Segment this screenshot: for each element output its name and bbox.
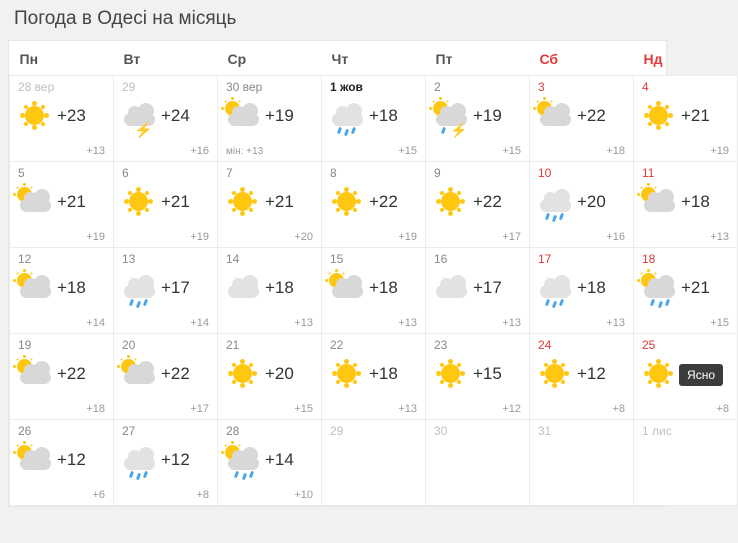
raindrop-icon [337, 127, 342, 135]
raindrop-icon [665, 299, 670, 307]
weekday-header-0: Пн [19, 51, 39, 67]
day-number: 19 [18, 338, 32, 352]
day-cell[interactable] [634, 162, 738, 248]
weekday-header-4: Пт [435, 51, 453, 67]
weather-icon-sun-cloud [14, 183, 56, 221]
day-number: 6 [122, 166, 129, 180]
weather-icon-sun-cloud [14, 355, 56, 393]
temp-min: +8 [716, 403, 729, 415]
day-number: 23 [434, 338, 448, 352]
sun-icon [129, 192, 148, 211]
temp-max: +18 [369, 106, 398, 125]
weather-icon-cloud-rain [118, 441, 160, 479]
day-cell[interactable] [426, 334, 530, 420]
weather-icon-sun-cloud-rain [638, 269, 680, 307]
day-number: 10 [538, 166, 552, 180]
day-number: 18 [642, 252, 656, 266]
day-forecast [10, 352, 113, 394]
day-number: 1 жов [330, 80, 363, 94]
temp-min: +6 [92, 489, 105, 501]
cloud-icon [540, 285, 571, 298]
calendar-week-row [10, 420, 738, 506]
weekday-header-3: Чт [331, 51, 349, 67]
weather-icon-sun [534, 355, 576, 393]
day-cell[interactable] [114, 162, 218, 248]
day-forecast [322, 180, 425, 222]
day-cell[interactable] [530, 162, 634, 248]
temp-min: +16 [606, 231, 625, 243]
raindrop-icon [129, 299, 134, 307]
day-number: 20 [122, 338, 136, 352]
sun-icon [649, 106, 668, 125]
sun-icon [441, 192, 460, 211]
day-cell[interactable] [218, 248, 322, 334]
day-cell[interactable] [218, 76, 322, 162]
day-number: 16 [434, 252, 448, 266]
temp-min: +15 [710, 317, 729, 329]
temp-max: +21 [265, 192, 294, 211]
temp-min: +8 [612, 403, 625, 415]
day-cell[interactable] [426, 76, 530, 162]
temp-min: +13 [606, 317, 625, 329]
calendar-week-row [10, 248, 738, 334]
weather-icon-sun [326, 355, 368, 393]
weather-icon-sun [222, 355, 264, 393]
sun-icon [337, 364, 356, 383]
temp-min: +19 [398, 231, 417, 243]
temp-max: +20 [265, 364, 294, 383]
raindrop-icon [351, 127, 356, 135]
cloud-icon [20, 199, 51, 212]
day-cell[interactable] [218, 334, 322, 420]
day-number: 21 [226, 338, 240, 352]
raindrop-icon [136, 301, 141, 309]
temp-max: +12 [161, 450, 190, 469]
weather-tooltip: Ясно [679, 364, 723, 386]
cloud-icon [644, 199, 675, 212]
temp-max: +22 [57, 364, 86, 383]
day-cell[interactable] [634, 76, 738, 162]
weekday-header-row [10, 41, 738, 76]
weather-icon-sun-cloud [326, 269, 368, 307]
day-forecast [114, 94, 217, 139]
raindrop-icon [242, 473, 247, 481]
raindrop-icon [552, 215, 557, 223]
day-forecast [10, 94, 113, 136]
day-number: 29 [330, 424, 344, 438]
day-number: 28 [226, 424, 240, 438]
day-number: 13 [122, 252, 136, 266]
temp-min: +12 [502, 403, 521, 415]
day-forecast [10, 180, 113, 222]
day-forecast [530, 352, 633, 394]
day-cell[interactable] [10, 76, 114, 162]
temp-min: +15 [294, 403, 313, 415]
day-forecast [426, 94, 529, 136]
raindrop-icon [129, 471, 134, 479]
day-forecast [10, 438, 113, 480]
sun-icon [233, 192, 252, 211]
weather-icon-sun [14, 97, 56, 135]
temp-max: +19 [473, 106, 502, 125]
day-forecast [322, 266, 425, 308]
day-forecast [218, 180, 321, 222]
cloud-icon [124, 457, 155, 470]
weather-icon-cloud-rain [326, 97, 368, 135]
day-forecast [218, 352, 321, 394]
day-cell[interactable] [530, 420, 634, 506]
day-forecast [10, 266, 113, 308]
lightning-icon: ⚡ [134, 122, 153, 139]
day-number: 12 [18, 252, 32, 266]
raindrop-icon [559, 213, 564, 221]
cloud-icon [20, 371, 51, 384]
day-number: 22 [330, 338, 344, 352]
day-number: 29 [122, 80, 136, 94]
weather-icon-sun-cloud [14, 441, 56, 479]
calendar-week-row [10, 76, 738, 162]
day-cell[interactable] [10, 248, 114, 334]
cloud-icon [228, 457, 259, 470]
day-forecast [114, 438, 217, 480]
temp-max: +14 [265, 450, 294, 469]
weekday-header-2: Ср [227, 51, 247, 67]
temp-min: мін: +13 [226, 146, 264, 157]
weather-icon-sun-cloud [638, 183, 680, 221]
temp-max: +21 [57, 192, 86, 211]
sun-icon [441, 364, 460, 383]
day-forecast [114, 266, 217, 308]
temp-min: +20 [294, 231, 313, 243]
weather-icon-sun [430, 183, 472, 221]
weather-icon-sun [430, 355, 472, 393]
raindrop-icon [552, 301, 557, 309]
raindrop-icon [143, 299, 148, 307]
day-cell[interactable] [10, 334, 114, 420]
day-number: 9 [434, 166, 441, 180]
temp-max: +15 [473, 364, 502, 383]
cloud-icon [644, 285, 675, 298]
temp-max: +18 [57, 278, 86, 297]
weather-icon-sun-cloud [534, 97, 576, 135]
temp-min: +10 [294, 489, 313, 501]
temp-max: +21 [161, 192, 190, 211]
day-forecast [530, 180, 633, 222]
day-number: 24 [538, 338, 552, 352]
day-number: 26 [18, 424, 32, 438]
temp-max: +21 [681, 106, 710, 125]
day-number: 7 [226, 166, 233, 180]
calendar-body [10, 76, 738, 506]
day-number: 28 вер [18, 80, 55, 94]
temp-max: +22 [473, 192, 502, 211]
temp-max: +18 [265, 278, 294, 297]
day-cell[interactable] [634, 334, 738, 420]
cloud-icon [540, 113, 571, 126]
weather-icon-sun-cloud [222, 97, 264, 135]
temp-min: +18 [606, 145, 625, 157]
day-forecast [218, 438, 321, 480]
raindrop-icon [441, 127, 446, 135]
temp-max: +22 [369, 192, 398, 211]
sun-icon [337, 192, 356, 211]
day-cell[interactable] [10, 420, 114, 506]
weather-icon-sun-cloud-rain [222, 441, 264, 479]
day-forecast [322, 352, 425, 394]
temp-min: +17 [190, 403, 209, 415]
raindrop-icon [545, 213, 550, 221]
temp-min: +19 [86, 231, 105, 243]
weather-icon-cloud [222, 269, 264, 307]
weekday-header-6: Нд [643, 51, 663, 67]
cloud-icon [228, 113, 259, 126]
temp-min: +19 [710, 145, 729, 157]
temp-min: +17 [502, 231, 521, 243]
weather-icon-sun-cloud [14, 269, 56, 307]
month-calendar [8, 40, 729, 507]
raindrop-icon [344, 129, 349, 137]
temp-min: +13 [502, 317, 521, 329]
temp-min: +16 [190, 145, 209, 157]
day-forecast [530, 94, 633, 136]
day-cell[interactable] [426, 420, 530, 506]
page-title: Погода в Одесі на місяць [14, 8, 237, 29]
raindrop-icon [249, 471, 254, 479]
day-number: 1 лис [642, 424, 672, 438]
day-cell[interactable] [530, 76, 634, 162]
day-number: 3 [538, 80, 545, 94]
raindrop-icon [143, 471, 148, 479]
temp-max: +17 [161, 278, 190, 297]
sun-icon [545, 364, 564, 383]
day-cell[interactable] [530, 248, 634, 334]
temp-min: +8 [196, 489, 209, 501]
day-forecast [634, 94, 737, 136]
day-forecast [322, 94, 425, 136]
day-forecast [634, 266, 737, 308]
weather-icon-sun [638, 97, 680, 135]
day-cell[interactable] [322, 334, 426, 420]
day-number: 30 вер [226, 80, 263, 94]
day-cell[interactable] [634, 248, 738, 334]
temp-min: +19 [190, 231, 209, 243]
day-cell[interactable] [426, 248, 530, 334]
day-number: 8 [330, 166, 337, 180]
day-cell[interactable] [218, 162, 322, 248]
day-number: 15 [330, 252, 344, 266]
day-number: 2 [434, 80, 441, 94]
temp-max: +12 [57, 450, 86, 469]
day-cell[interactable] [426, 162, 530, 248]
lightning-icon: ⚡ [450, 122, 468, 138]
temp-min: +14 [190, 317, 209, 329]
day-cell[interactable] [114, 420, 218, 506]
temp-max: +18 [577, 278, 606, 297]
day-forecast [426, 352, 529, 394]
cloud-icon [124, 371, 155, 384]
day-forecast [114, 352, 217, 394]
day-forecast [426, 180, 529, 222]
weekday-header-5: Сб [539, 51, 559, 67]
temp-min: +13 [710, 231, 729, 243]
day-number: 5 [18, 166, 25, 180]
day-cell[interactable] [114, 248, 218, 334]
day-number: 17 [538, 252, 552, 266]
cloud-icon [332, 113, 363, 126]
day-cell[interactable] [530, 334, 634, 420]
temp-max: +20 [577, 192, 606, 211]
temp-min: +14 [86, 317, 105, 329]
raindrop-icon [559, 299, 564, 307]
weather-icon-cloud-thunder [118, 97, 160, 139]
cloud-icon [228, 285, 259, 298]
day-cell[interactable] [218, 420, 322, 506]
weather-icon-cloud-rain [118, 269, 160, 307]
temp-min: +13 [398, 403, 417, 415]
weather-icon-sun [638, 355, 680, 393]
raindrop-icon [650, 299, 655, 307]
sun-icon [233, 364, 252, 383]
day-cell[interactable] [322, 162, 426, 248]
day-forecast [114, 180, 217, 222]
day-number: 14 [226, 252, 240, 266]
day-cell[interactable] [114, 76, 218, 162]
temp-min: +15 [502, 145, 521, 157]
day-cell[interactable] [322, 420, 426, 506]
day-number: 4 [642, 80, 649, 94]
temp-max: +12 [577, 364, 606, 383]
day-cell[interactable] [322, 76, 426, 162]
cloud-icon [20, 285, 51, 298]
temp-min: +13 [398, 317, 417, 329]
temp-max: +24 [161, 106, 190, 125]
weather-icon-cloud [430, 269, 472, 307]
weather-icon-cloud-thunder-rain [430, 97, 472, 138]
temp-max: +22 [161, 364, 190, 383]
temp-max: +23 [57, 106, 86, 125]
day-forecast [634, 180, 737, 222]
day-forecast [218, 266, 321, 308]
temp-max: +22 [577, 106, 606, 125]
day-number: 11 [642, 166, 655, 180]
weather-icon-cloud-rain [534, 269, 576, 307]
day-cell[interactable] [114, 334, 218, 420]
sun-icon [25, 106, 44, 125]
raindrop-icon [234, 471, 239, 479]
day-cell[interactable] [10, 162, 114, 248]
day-number: 27 [122, 424, 136, 438]
calendar-table [9, 41, 738, 506]
calendar-week-row [10, 162, 738, 248]
raindrop-icon [136, 473, 141, 481]
temp-min: +13 [294, 317, 313, 329]
temp-min: +15 [398, 145, 417, 157]
cloud-icon [20, 457, 51, 470]
day-forecast [530, 266, 633, 308]
cloud-icon [540, 199, 571, 212]
cloud-icon [332, 285, 363, 298]
temp-max: +18 [681, 192, 710, 211]
day-cell[interactable] [322, 248, 426, 334]
day-forecast [218, 94, 321, 136]
weather-icon-sun [326, 183, 368, 221]
weather-icon-sun [118, 183, 160, 221]
temp-max: +18 [369, 364, 398, 383]
temp-min: +13 [86, 145, 105, 157]
day-number: 30 [434, 424, 448, 438]
temp-min: +18 [86, 403, 105, 415]
temp-max: +18 [369, 278, 398, 297]
day-cell[interactable] [634, 420, 738, 506]
weather-icon-sun-cloud [118, 355, 160, 393]
day-number: 31 [538, 424, 552, 438]
weather-icon-cloud-rain [534, 183, 576, 221]
temp-max: +19 [265, 106, 294, 125]
day-forecast [426, 266, 529, 308]
calendar-week-row [10, 334, 738, 420]
cloud-icon [436, 285, 467, 298]
raindrop-icon [658, 301, 663, 309]
temp-max: +17 [473, 278, 502, 297]
cloud-icon [124, 285, 155, 298]
weekday-header-1: Вт [123, 51, 141, 67]
raindrop-icon [545, 299, 550, 307]
weather-icon-sun [222, 183, 264, 221]
sun-icon [649, 364, 668, 383]
day-number: 25 [642, 338, 656, 352]
temp-max: +21 [681, 278, 710, 297]
